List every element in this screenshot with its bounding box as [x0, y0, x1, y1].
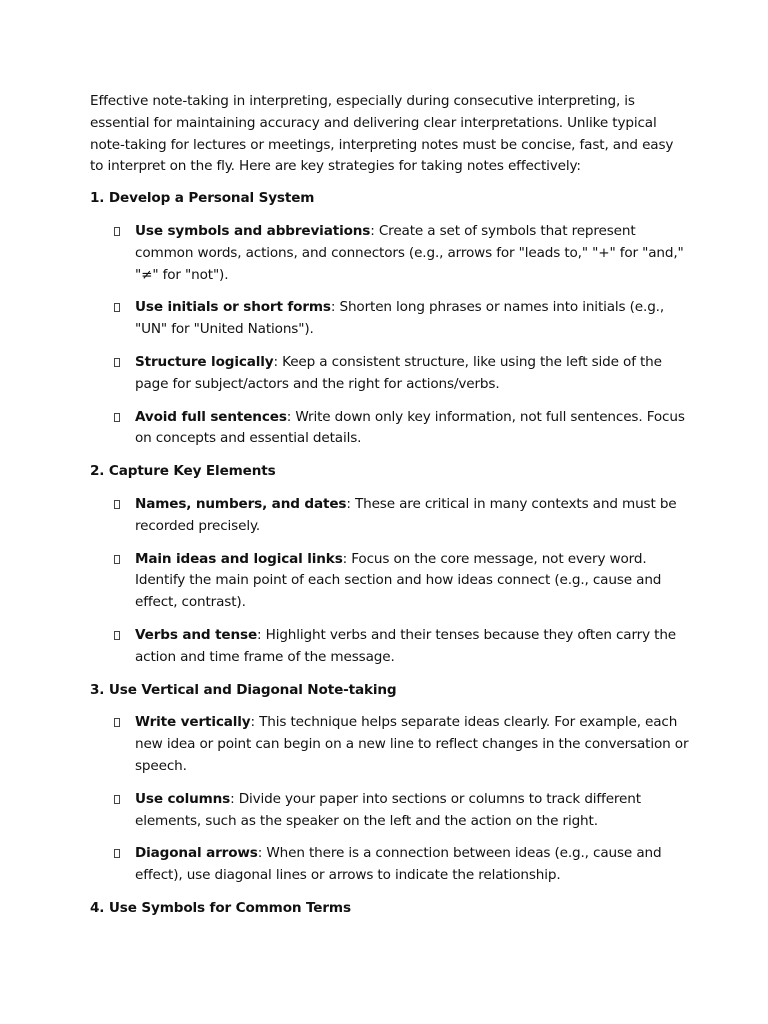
section-heading: 4. Use Symbols for Common Terms [90, 899, 351, 916]
missing-glyph-box-icon [114, 795, 120, 804]
intro-paragraph: Effective note-taking in interpreting, especially during consecutive interpreting, is essential for maintaining accuracy and delivering clear interpretations. Unlike typical note-taking for lectures or meetings, interpreting notes must be concise, fast, and easy to interpret on the fly. Here are key strategies for taking notes effectively: [90, 93, 674, 175]
list-item [90, 625, 690, 669]
item-text: : Focus on the core message, not every word. Identify the main point of each section and how ideas connect (e.g., cause and effect, contrast). [135, 550, 662, 611]
list-item [90, 407, 690, 451]
item-term: Write vertically [135, 714, 251, 731]
item-term: Main ideas and logical links [135, 550, 343, 567]
bullet-list [90, 221, 690, 450]
section-heading: 2. Capture Key Elements [90, 463, 276, 480]
list-item [90, 494, 690, 538]
missing-glyph-box-icon [114, 849, 120, 858]
missing-glyph-box-icon [114, 718, 120, 727]
item-text: : Create a set of symbols that represent common words, actions, and connectors (e.g., arrows for "leads to," "+" for "and," "≠" for "not"). [135, 222, 684, 283]
item-text: : Divide your paper into sections or columns to track different elements, such as the speaker on the left and the action on the right. [135, 790, 641, 829]
item-term: Use symbols and abbreviations [135, 222, 371, 239]
list-item [90, 789, 690, 833]
bullet-list [90, 712, 690, 887]
item-text: : Shorten long phrases or names into initials (e.g., "UN" for "United Nations"). [135, 299, 665, 338]
item-term: Use initials or short forms [135, 299, 331, 316]
list-item [90, 712, 690, 777]
missing-glyph-box-icon [114, 227, 120, 236]
missing-glyph-box-icon [114, 303, 120, 312]
item-text: : Keep a consistent structure, like using the left side of the page for subject/actors and the right for actions/verbs. [135, 353, 662, 392]
item-term: Structure logically [135, 353, 274, 370]
section-heading: 1. Develop a Personal System [90, 190, 315, 207]
item-text: : Write down only key information, not full sentences. Focus on concepts and essential details. [135, 408, 685, 447]
item-term: Names, numbers, and dates [135, 495, 347, 512]
item-text: : This technique helps separate ideas clearly. For example, each new idea or point can begin on a new line to reflect changes in the conversation or speech. [135, 714, 689, 774]
document-body [90, 91, 690, 931]
bullet-list [90, 494, 690, 669]
section-heading: 3. Use Vertical and Diagonal Note-taking [90, 681, 397, 698]
list-item [90, 221, 690, 286]
item-term: Diagonal arrows [135, 845, 258, 862]
list-item [90, 352, 690, 396]
item-text: : When there is a connection between ideas (e.g., cause and effect), use diagonal lines or arrows to indicate the relationship. [135, 845, 662, 884]
item-text: : Highlight verbs and their tenses because they often carry the action and time frame of the message. [135, 626, 677, 665]
item-term: Use columns [135, 790, 231, 807]
list-item [90, 297, 690, 341]
list-item [90, 843, 690, 887]
missing-glyph-box-icon [114, 358, 120, 367]
missing-glyph-box-icon [114, 413, 120, 422]
item-text: : These are critical in many contexts and must be recorded precisely. [135, 495, 677, 534]
list-item [90, 549, 690, 614]
item-term: Verbs and tense [135, 626, 258, 643]
missing-glyph-box-icon [114, 500, 120, 509]
missing-glyph-box-icon [114, 555, 120, 564]
item-term: Avoid full sentences [135, 408, 287, 425]
missing-glyph-box-icon [114, 631, 120, 640]
